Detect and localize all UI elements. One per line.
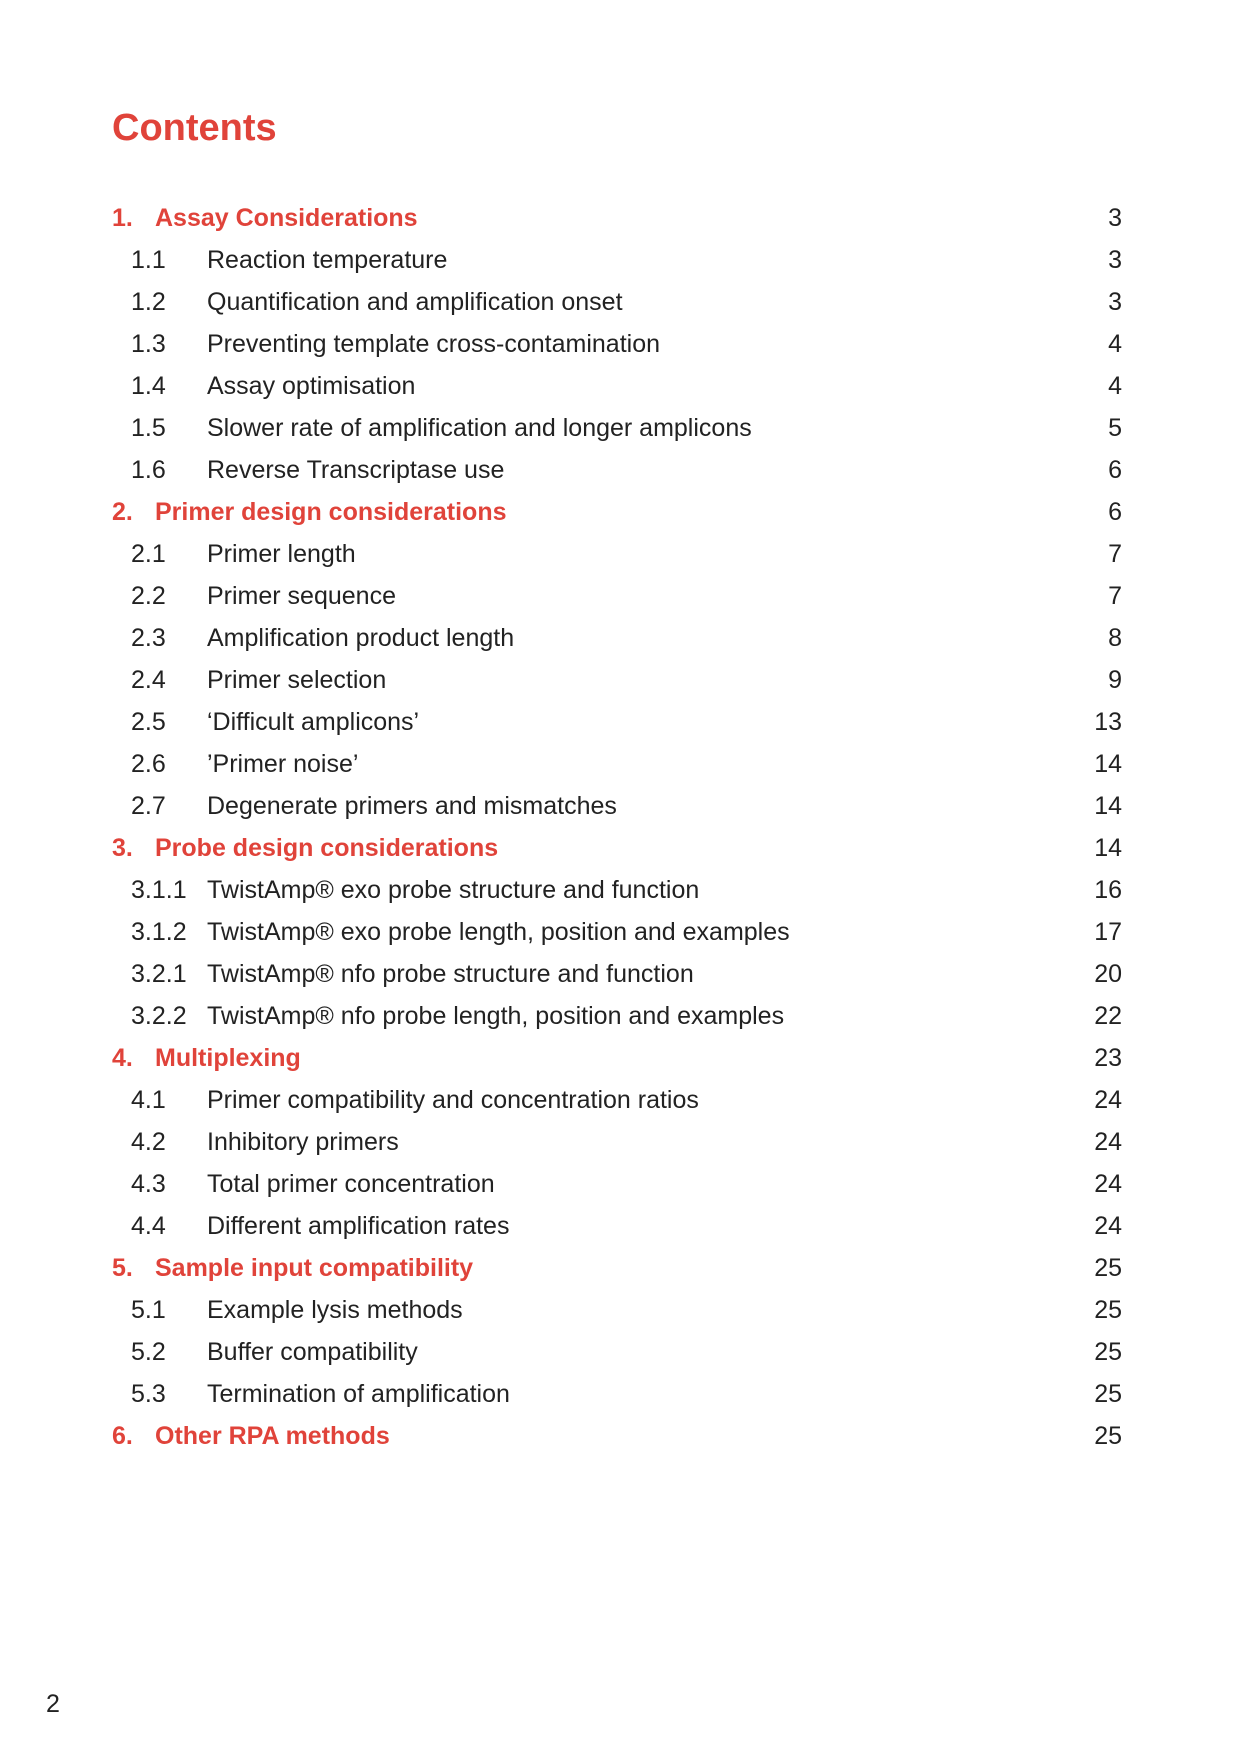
toc-entry-label: TwistAmp® nfo probe structure and function bbox=[207, 960, 694, 988]
toc-entry-label: Inhibitory primers bbox=[207, 1128, 399, 1156]
toc-subsection-entry[interactable] bbox=[112, 617, 1122, 659]
toc-entry-page: 25 bbox=[1094, 1296, 1122, 1324]
toc-subsection-entry[interactable] bbox=[112, 1079, 1122, 1121]
toc-entry-label: Reverse Transcriptase use bbox=[207, 456, 505, 484]
toc-subsection-entry[interactable] bbox=[112, 1121, 1122, 1163]
toc-subsection-entry[interactable] bbox=[112, 1205, 1122, 1247]
toc-subsection-entry[interactable] bbox=[112, 785, 1122, 827]
toc-entry-page: 8 bbox=[1108, 624, 1122, 652]
toc-entry-number: 2.5 bbox=[131, 708, 166, 736]
toc-entry-label: Total primer concentration bbox=[207, 1170, 495, 1198]
toc-entry-number: 6. bbox=[112, 1422, 133, 1450]
toc-section-entry[interactable] bbox=[112, 491, 1122, 533]
toc-entry-page: 24 bbox=[1094, 1128, 1122, 1156]
toc-entry-label: ‘Difficult amplicons’ bbox=[207, 708, 420, 736]
toc-entry-page: 25 bbox=[1094, 1254, 1122, 1282]
toc-entry-label: Primer selection bbox=[207, 666, 387, 694]
toc-entry-label: Buffer compatibility bbox=[207, 1338, 418, 1366]
toc-entry-page: 22 bbox=[1094, 1002, 1122, 1030]
toc-section-entry[interactable] bbox=[112, 197, 1122, 239]
toc-entry-label: TwistAmp® exo probe length, position and examples bbox=[207, 918, 790, 946]
toc-subsection-entry[interactable] bbox=[112, 533, 1122, 575]
toc-entry-label: Sample input compatibility bbox=[155, 1254, 474, 1282]
page-number: 2 bbox=[46, 1690, 60, 1718]
toc-entry-label: TwistAmp® nfo probe length, position and examples bbox=[207, 1002, 785, 1030]
toc-entry-number: 1.2 bbox=[131, 288, 166, 316]
toc-entry-number: 1.5 bbox=[131, 414, 166, 442]
toc-entry-number: 5.3 bbox=[131, 1380, 166, 1408]
toc-entry-number: 3.1.2 bbox=[131, 918, 187, 946]
toc-entry-label: Quantification and amplification onset bbox=[207, 288, 623, 316]
toc-entry-label: Primer length bbox=[207, 540, 356, 568]
toc-entry-number: 2.3 bbox=[131, 624, 166, 652]
toc-entry-page: 13 bbox=[1094, 708, 1122, 736]
toc-entry-number: 4. bbox=[112, 1044, 133, 1072]
toc-subsection-entry[interactable] bbox=[112, 995, 1122, 1037]
toc-entry-page: 4 bbox=[1108, 372, 1122, 400]
toc-entry-number: 1.4 bbox=[131, 372, 166, 400]
toc-entry-number: 2.1 bbox=[131, 540, 166, 568]
toc-subsection-entry[interactable] bbox=[112, 239, 1122, 281]
toc-entry-page: 9 bbox=[1108, 666, 1122, 694]
toc-entry-number: 3. bbox=[112, 834, 133, 862]
toc-section-entry[interactable] bbox=[112, 1415, 1122, 1457]
toc-entry-number: 4.1 bbox=[131, 1086, 166, 1114]
toc-entry-label: Preventing template cross-contamination bbox=[207, 330, 661, 358]
toc-subsection-entry[interactable] bbox=[112, 449, 1122, 491]
toc-entry-label: Assay optimisation bbox=[207, 372, 416, 400]
toc-entry-label: Assay Considerations bbox=[155, 204, 418, 232]
toc-entry-number: 3.1.1 bbox=[131, 876, 187, 904]
toc-entry-number: 5. bbox=[112, 1254, 133, 1282]
toc-subsection-entry[interactable] bbox=[112, 1289, 1122, 1331]
toc-entry-page: 3 bbox=[1108, 204, 1122, 232]
toc-entry-label: Primer compatibility and concentration ratios bbox=[207, 1086, 699, 1114]
toc-entry-page: 24 bbox=[1094, 1086, 1122, 1114]
toc-section-entry[interactable] bbox=[112, 827, 1122, 869]
toc-section-entry[interactable] bbox=[112, 1037, 1122, 1079]
toc-subsection-entry[interactable] bbox=[112, 743, 1122, 785]
toc-entry-page: 16 bbox=[1094, 876, 1122, 904]
toc-entry-label: Other RPA methods bbox=[155, 1422, 390, 1450]
toc-subsection-entry[interactable] bbox=[112, 407, 1122, 449]
toc-entry-number: 2.4 bbox=[131, 666, 166, 694]
toc-entry-page: 6 bbox=[1108, 498, 1122, 526]
toc-subsection-entry[interactable] bbox=[112, 1373, 1122, 1415]
toc-section-entry[interactable] bbox=[112, 1247, 1122, 1289]
toc-entry-number: 5.2 bbox=[131, 1338, 166, 1366]
toc-entry-number: 3.2.2 bbox=[131, 1002, 187, 1030]
toc-entry-page: 14 bbox=[1094, 750, 1122, 778]
toc-entry-page: 25 bbox=[1094, 1380, 1122, 1408]
toc-entry-label: ’Primer noise’ bbox=[207, 750, 359, 778]
toc-entry-label: Primer design considerations bbox=[155, 498, 507, 526]
toc-entry-number: 4.2 bbox=[131, 1128, 166, 1156]
toc-entry-page: 3 bbox=[1108, 288, 1122, 316]
toc-subsection-entry[interactable] bbox=[112, 281, 1122, 323]
toc-subsection-entry[interactable] bbox=[112, 911, 1122, 953]
toc-entry-page: 7 bbox=[1108, 582, 1122, 610]
toc-subsection-entry[interactable] bbox=[112, 701, 1122, 743]
toc-entry-label: Different amplification rates bbox=[207, 1212, 510, 1240]
toc-subsection-entry[interactable] bbox=[112, 365, 1122, 407]
toc-entry-label: Primer sequence bbox=[207, 582, 396, 610]
toc-entry-page: 24 bbox=[1094, 1212, 1122, 1240]
toc-entry-page: 5 bbox=[1108, 414, 1122, 442]
toc-entry-page: 20 bbox=[1094, 960, 1122, 988]
toc-subsection-entry[interactable] bbox=[112, 659, 1122, 701]
toc-entry-page: 4 bbox=[1108, 330, 1122, 358]
page-title: Contents bbox=[112, 107, 277, 149]
table-of-contents bbox=[112, 197, 1122, 1457]
toc-entry-label: Reaction temperature bbox=[207, 246, 448, 274]
toc-entry-page: 6 bbox=[1108, 456, 1122, 484]
toc-entry-number: 1.3 bbox=[131, 330, 166, 358]
toc-entry-number: 3.2.1 bbox=[131, 960, 187, 988]
toc-entry-page: 25 bbox=[1094, 1338, 1122, 1366]
toc-entry-page: 24 bbox=[1094, 1170, 1122, 1198]
toc-entry-label: Probe design considerations bbox=[155, 834, 499, 862]
toc-subsection-entry[interactable] bbox=[112, 1331, 1122, 1373]
toc-entry-page: 17 bbox=[1094, 918, 1122, 946]
toc-entry-label: Amplification product length bbox=[207, 624, 515, 652]
toc-entry-number: 5.1 bbox=[131, 1296, 166, 1324]
toc-subsection-entry[interactable] bbox=[112, 1163, 1122, 1205]
toc-entry-number: 2.2 bbox=[131, 582, 166, 610]
toc-entry-page: 23 bbox=[1094, 1044, 1122, 1072]
toc-entry-label: Example lysis methods bbox=[207, 1296, 463, 1324]
toc-entry-label: TwistAmp® exo probe structure and function bbox=[207, 876, 700, 904]
toc-entry-page: 14 bbox=[1094, 792, 1122, 820]
toc-subsection-entry[interactable] bbox=[112, 869, 1122, 911]
toc-entry-label: Termination of amplification bbox=[207, 1380, 510, 1408]
toc-entry-page: 14 bbox=[1094, 834, 1122, 862]
toc-entry-number: 4.4 bbox=[131, 1212, 166, 1240]
toc-entry-number: 2.7 bbox=[131, 792, 166, 820]
toc-entry-label: Slower rate of amplification and longer amplicons bbox=[207, 414, 752, 442]
toc-entry-number: 1.1 bbox=[131, 246, 166, 274]
toc-entry-number: 2.6 bbox=[131, 750, 166, 778]
toc-entry-page: 3 bbox=[1108, 246, 1122, 274]
toc-subsection-entry[interactable] bbox=[112, 953, 1122, 995]
toc-entry-label: Degenerate primers and mismatches bbox=[207, 792, 617, 820]
toc-entry-number: 1.6 bbox=[131, 456, 166, 484]
toc-entry-page: 7 bbox=[1108, 540, 1122, 568]
toc-subsection-entry[interactable] bbox=[112, 575, 1122, 617]
toc-entry-label: Multiplexing bbox=[155, 1044, 301, 1072]
toc-subsection-entry[interactable] bbox=[112, 323, 1122, 365]
toc-entry-number: 2. bbox=[112, 498, 133, 526]
toc-entry-number: 4.3 bbox=[131, 1170, 166, 1198]
toc-entry-page: 25 bbox=[1094, 1422, 1122, 1450]
toc-entry-number: 1. bbox=[112, 204, 133, 232]
